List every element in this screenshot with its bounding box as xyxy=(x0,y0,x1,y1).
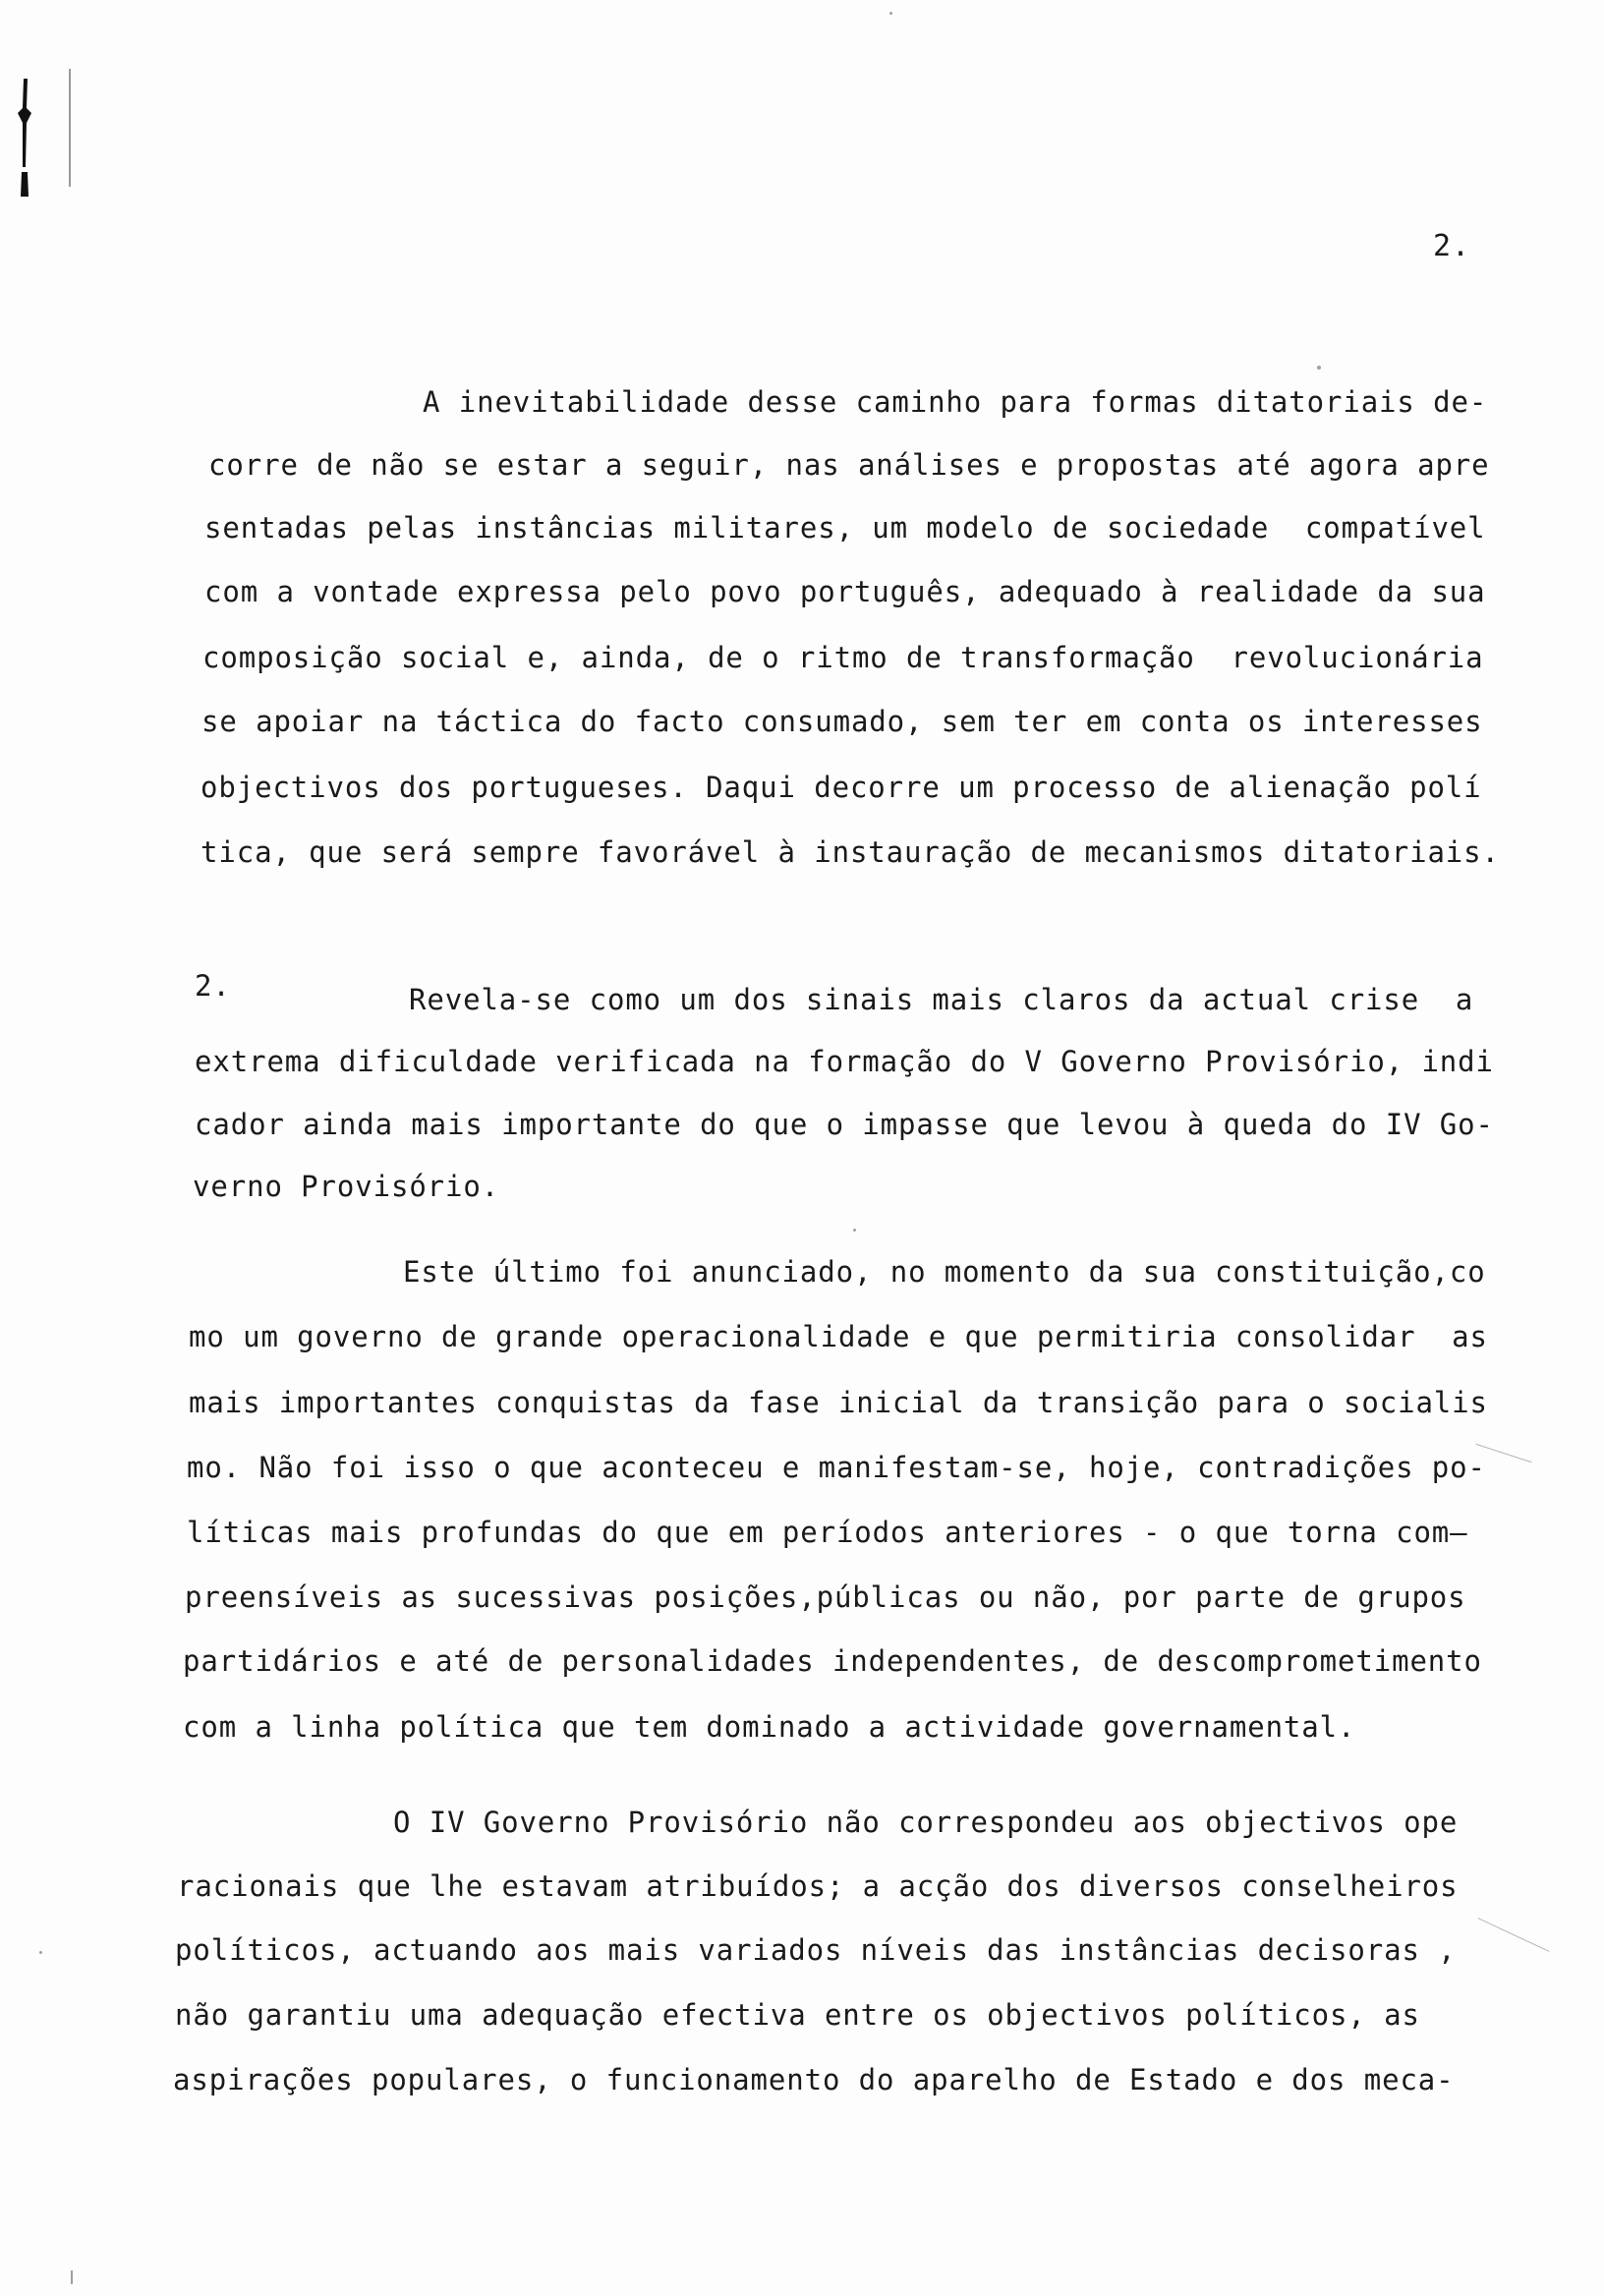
paragraph-1-line-3: sentadas pelas instâncias militares, um modelo de sociedade compatível xyxy=(204,511,1486,545)
paragraph-3-line-3: mais importantes conquistas da fase inicial da transição para o socialis xyxy=(189,1386,1488,1419)
paragraph-1-line-2: corre de não se estar a seguir, nas análises e propostas até agora apre xyxy=(208,448,1490,482)
paragraph-4-line-1: O IV Governo Provisório não correspondeu aos objectivos ope xyxy=(393,1806,1459,1839)
paragraph-3-line-1: Este último foi anunciado, no momento da sua constituição,co xyxy=(403,1255,1486,1289)
paragraph-2-line-4: verno Provisório. xyxy=(193,1170,500,1203)
scan-speck xyxy=(889,12,892,15)
scan-speck xyxy=(71,2270,73,2284)
paragraph-1-line-7: objectivos dos portugueses. Daqui decorre um processo de alienação polí xyxy=(200,771,1482,804)
paragraph-3-line-6: preensíveis as sucessivas posições,públicas ou não, por parte de grupos xyxy=(185,1580,1466,1614)
margin-mark-icon xyxy=(10,74,39,201)
scan-speck xyxy=(853,1229,856,1232)
section-number: 2. xyxy=(195,969,231,1003)
paragraph-3-line-8: com a linha política que tem dominado a actividade governamental. xyxy=(183,1710,1356,1744)
page-number: 2. xyxy=(1433,229,1471,263)
paragraph-3-line-7: partidários e até de personalidades independentes, de descomprometimento xyxy=(183,1644,1482,1678)
paragraph-1-line-6: se apoiar na táctica do facto consumado, sem ter em conta os interesses xyxy=(201,705,1483,738)
paragraph-4-line-4: não garantiu uma adequação efectiva entre os objectivos políticos, as xyxy=(175,1998,1420,2032)
paragraph-4-line-3: políticos, actuando aos mais variados níveis das instâncias decisoras , xyxy=(175,1933,1457,1967)
paragraph-2-line-2: extrema dificuldade verificada na formação do V Governo Provisório, indi xyxy=(195,1045,1494,1078)
paragraph-3-line-4: mo. Não foi isso o que aconteceu e manifestam-se, hoje, contradições po- xyxy=(187,1451,1486,1484)
scan-speck xyxy=(1317,366,1321,370)
margin-rule xyxy=(69,69,71,187)
paragraph-2-line-1: Revela-se como um dos sinais mais claros da actual crise a xyxy=(409,983,1474,1016)
paragraph-1-line-5: composição social e, ainda, de o ritmo de transformação revolucionária xyxy=(202,641,1484,674)
paragraph-1-line-4: com a vontade expressa pelo povo português, adequado à realidade da sua xyxy=(204,575,1486,608)
paragraph-1-line-1: A inevitabilidade desse caminho para formas ditatoriais de- xyxy=(423,385,1488,419)
paragraph-3-line-2: mo um governo de grande operacionalidade e que permitiria consolidar as xyxy=(189,1320,1488,1353)
paragraph-4-line-2: racionais que lhe estavam atribuídos; a acção dos diversos conselheiros xyxy=(177,1869,1459,1903)
paragraph-3-line-5: líticas mais profundas do que em períodos anteriores - o que torna com— xyxy=(187,1516,1468,1549)
paragraph-4-line-5: aspirações populares, o funcionamento do aparelho de Estado e dos meca- xyxy=(173,2063,1455,2096)
scan-speck xyxy=(39,1951,42,1954)
scan-artifact xyxy=(1478,1918,1550,1952)
paragraph-1-line-8: tica, que será sempre favorável à instauração de mecanismos ditatoriais. xyxy=(200,835,1500,869)
paragraph-2-line-3: cador ainda mais importante do que o impasse que levou à queda do IV Go- xyxy=(195,1108,1494,1141)
